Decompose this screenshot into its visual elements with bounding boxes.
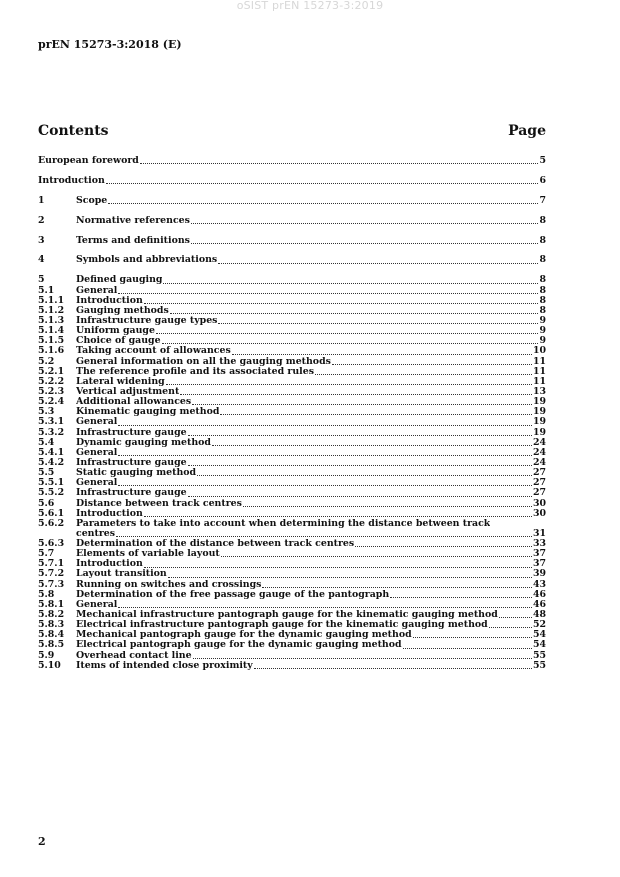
toc-entry-number: 5.1.6 — [38, 345, 65, 357]
toc-entry[interactable] — [38, 346, 546, 356]
toc-entry-page: 54 — [532, 629, 546, 641]
toc-entry-title: Vertical adjustment — [76, 386, 180, 397]
toc-entry-number: 5.2.4 — [38, 396, 65, 408]
toc-entry-title: Layout transition — [76, 569, 167, 580]
toc-entry-title: Taking account of allowances — [76, 346, 231, 357]
toc-entry-number: 5.4 — [38, 436, 55, 448]
toc-entry-page: 8 — [539, 234, 546, 246]
toc-entry-title: Electrical infrastructure pantograph gauge for the kinematic gauging method — [76, 620, 488, 631]
toc-entry[interactable] — [38, 468, 546, 478]
toc-entry-number: 5.6.2 — [38, 517, 65, 529]
toc-entry-title: Introduction — [38, 175, 105, 186]
toc-entry-number: 5.6.1 — [38, 507, 65, 519]
toc-entry-number: 1 — [38, 194, 45, 206]
toc-entry[interactable] — [38, 661, 546, 671]
toc-entry-page: 9 — [539, 314, 546, 326]
toc-entry-page: 8 — [539, 274, 546, 286]
toc-entry-title: Infrastructure gauge types — [76, 315, 218, 326]
toc-entry[interactable] — [38, 620, 546, 630]
toc-entry-title: Choice of gauge — [76, 336, 161, 347]
dot-leader — [188, 496, 532, 497]
toc-entry-continuation[interactable] — [38, 529, 546, 539]
toc-entry-page: 24 — [532, 456, 546, 468]
dot-leader — [193, 658, 532, 659]
toc-entry-page: 19 — [532, 416, 546, 428]
toc-entry-page: 27 — [532, 477, 546, 489]
toc-entry-number: 5.7.2 — [38, 568, 65, 580]
toc-entry-number: 5.8 — [38, 588, 55, 600]
toc-entry-title: Overhead contact line — [76, 650, 192, 661]
dot-leader — [220, 414, 532, 415]
toc-entry-title: Distance between track centres — [76, 498, 242, 509]
toc-entry-number: 5.6 — [38, 497, 55, 509]
toc-entry-page: 8 — [539, 294, 546, 306]
dot-leader — [118, 455, 532, 456]
toc-entry-title: Gauging methods — [76, 305, 169, 316]
toc-entry[interactable] — [38, 275, 546, 285]
toc-entry-page: 10 — [532, 345, 546, 357]
toc-entry[interactable] — [38, 640, 546, 650]
toc-entry[interactable] — [38, 458, 546, 468]
toc-entry-title: General information on all the gauging methods — [76, 356, 331, 367]
toc-entry-page: 6 — [539, 174, 546, 186]
toc-entry-page: 37 — [532, 548, 546, 560]
dot-leader — [212, 445, 532, 446]
page-number: 2 — [38, 835, 46, 848]
toc-entry-title: General — [76, 599, 118, 610]
dot-leader — [170, 313, 539, 314]
toc-entry-page: 30 — [532, 497, 546, 509]
toc-entry-title: European foreword — [38, 155, 139, 166]
toc-entry[interactable] — [38, 286, 546, 296]
toc-entry-title: Defined gauging — [76, 275, 163, 286]
dot-leader — [315, 374, 532, 375]
toc-entry-number: 5.10 — [38, 659, 61, 671]
dot-leader — [191, 223, 539, 224]
toc-entry-page: 8 — [539, 254, 546, 266]
dot-leader — [232, 354, 532, 355]
toc-entry-number: 5.7 — [38, 548, 55, 560]
toc-entry-page: 48 — [532, 609, 546, 621]
toc-entry-number: 3 — [38, 234, 45, 246]
dot-leader — [144, 303, 539, 304]
toc-entry[interactable] — [38, 357, 546, 367]
toc-entry-page: 9 — [539, 335, 546, 347]
toc-entry-page: 37 — [532, 558, 546, 570]
dot-leader — [191, 243, 539, 244]
toc-entry-number: 5.8.2 — [38, 609, 65, 621]
toc-entry-page: 30 — [532, 507, 546, 519]
toc-entry-number: 5.4.2 — [38, 456, 65, 468]
toc-entry-number: 5.1.3 — [38, 314, 65, 326]
dot-leader — [118, 425, 532, 426]
dot-leader — [197, 475, 532, 476]
toc-entry-number: 4 — [38, 254, 45, 266]
toc-entry-title: Symbols and abbreviations — [76, 255, 218, 266]
toc-entry-title: Mechanical pantograph gauge for the dynamic gauging method — [76, 630, 412, 641]
toc-entry[interactable] — [38, 519, 546, 529]
dot-leader — [156, 333, 539, 334]
toc-entry[interactable] — [38, 296, 546, 306]
dot-leader — [106, 183, 539, 184]
toc-entry[interactable] — [38, 580, 546, 590]
toc-entry[interactable] — [38, 236, 546, 246]
toc-entry-title: Introduction — [76, 559, 143, 570]
dot-leader — [118, 485, 532, 486]
toc-entry-title: Normative references — [76, 215, 190, 226]
toc-entry[interactable] — [38, 600, 546, 610]
toc-entry-title: Infrastructure gauge — [76, 488, 187, 499]
toc-entry-page: 31 — [532, 527, 546, 539]
toc-entry-number: 2 — [38, 214, 45, 226]
toc-entry-page: 11 — [532, 365, 546, 377]
toc-entry-title: Terms and definitions — [76, 235, 190, 246]
toc-entry-title: Running on switches and crossings — [76, 579, 262, 590]
dot-leader — [163, 283, 538, 284]
toc-entry[interactable] — [38, 326, 546, 336]
toc-entry-title: Dynamic gauging method — [76, 437, 211, 448]
toc-entry[interactable] — [38, 428, 546, 438]
toc-entry-number: 5.8.1 — [38, 598, 65, 610]
dot-leader — [218, 263, 538, 264]
toc-entry[interactable] — [38, 336, 546, 346]
toc-entry-page: 27 — [532, 467, 546, 479]
toc-entry-title: centres — [76, 528, 116, 539]
toc-entry[interactable] — [38, 478, 546, 488]
toc-entry-title: Static gauging method — [76, 468, 197, 479]
toc-entry[interactable] — [38, 156, 546, 166]
toc-entry-number: 5.2.3 — [38, 385, 65, 397]
dot-leader — [118, 293, 538, 294]
toc-entry-title: General — [76, 417, 118, 428]
toc-entry[interactable] — [38, 559, 546, 569]
toc-entry-title: General — [76, 478, 118, 489]
toc-entry-title: Introduction — [76, 295, 143, 306]
dot-leader — [144, 567, 532, 568]
toc-entry-title: General — [76, 285, 118, 296]
toc-entry-page: 5 — [539, 154, 546, 166]
toc-entry-page: 13 — [532, 385, 546, 397]
dot-leader — [188, 435, 532, 436]
toc-entry[interactable] — [38, 196, 546, 206]
toc-entry-page: 19 — [532, 396, 546, 408]
contents-heading: Contents — [38, 123, 109, 139]
dot-leader — [254, 668, 532, 669]
dot-leader — [166, 384, 532, 385]
toc-entry[interactable] — [38, 438, 546, 448]
toc-entry-page: 27 — [532, 487, 546, 499]
dot-leader — [262, 587, 532, 588]
toc-entry-title: Items of intended close proximity — [76, 660, 253, 671]
dot-leader — [116, 536, 532, 537]
dot-leader — [144, 516, 532, 517]
toc-entry-number: 5.1.5 — [38, 335, 65, 347]
toc-entry-number: 5.6.3 — [38, 538, 65, 550]
toc-entry-number: 5.2.1 — [38, 365, 65, 377]
toc-entry-page: 33 — [532, 538, 546, 550]
toc-entry-number: 5.3.2 — [38, 426, 65, 438]
toc-entry-page: 8 — [539, 284, 546, 296]
toc-entry-number: 5.5 — [38, 467, 55, 479]
dot-leader — [499, 617, 532, 618]
toc-entry-page: 24 — [532, 446, 546, 458]
dot-leader — [108, 203, 538, 204]
toc-entry-number: 5.1.2 — [38, 304, 65, 316]
dot-leader — [118, 607, 532, 608]
toc-entry[interactable] — [38, 488, 546, 498]
toc-entry[interactable] — [38, 499, 546, 509]
toc-entry-number: 5.2 — [38, 355, 55, 367]
dot-leader — [140, 163, 539, 164]
toc-entry[interactable] — [38, 509, 546, 519]
toc-entry-title: Mechanical infrastructure pantograph gauge for the kinematic gauging method — [76, 610, 498, 621]
toc-entry-page: 8 — [539, 214, 546, 226]
toc-entry-title: Kinematic gauging method — [76, 407, 220, 418]
dot-leader — [180, 394, 532, 395]
toc-entry-title: Uniform gauge — [76, 326, 155, 337]
toc-entry-title: Electrical pantograph gauge for the dynamic gauging method — [76, 640, 402, 651]
document-reference: prEN 15273-3:2018 (E) — [38, 38, 182, 51]
toc-entry-page: 54 — [532, 639, 546, 651]
toc-entry-title: The reference profile and its associated rules — [76, 366, 314, 377]
dot-leader — [355, 546, 532, 547]
toc-entry-title: Lateral widening — [76, 376, 165, 387]
toc-entry-title: General — [76, 447, 118, 458]
toc-entry-page: 24 — [532, 436, 546, 448]
toc-entry-number: 5.1.4 — [38, 325, 65, 337]
toc-entry-number: 5.2.2 — [38, 375, 65, 387]
toc-entry-number: 5.1.1 — [38, 294, 65, 306]
toc-entry-number: 5 — [38, 274, 45, 286]
toc-entry-title: Elements of variable layout — [76, 549, 220, 560]
toc-entry[interactable] — [38, 216, 546, 226]
toc-entry-number: 5.9 — [38, 649, 55, 661]
watermark: oSIST prEN 15273-3:2019 — [236, 0, 384, 12]
toc-entry-number: 5.8.5 — [38, 639, 65, 651]
dot-leader — [332, 364, 532, 365]
toc-entry-title: Parameters to take into account when determining the distance between track — [76, 518, 491, 529]
toc-entry-number: 5.1 — [38, 284, 55, 296]
toc-entry-page: 55 — [532, 649, 546, 661]
dot-leader — [188, 465, 532, 466]
dot-leader — [489, 627, 532, 628]
toc-entry[interactable] — [38, 367, 546, 377]
dot-leader — [192, 404, 532, 405]
toc-entry-title: Determination of the distance between track centres — [76, 539, 355, 550]
dot-leader — [221, 556, 532, 557]
toc-entry-number: 5.5.2 — [38, 487, 65, 499]
toc-entry-number: 5.8.4 — [38, 629, 65, 641]
toc-entry-title: Determination of the free passage gauge of the pantograph — [76, 589, 390, 600]
toc-entry-page: 11 — [532, 355, 546, 367]
toc-entry-page: 46 — [532, 598, 546, 610]
dot-leader — [162, 343, 539, 344]
toc-entry[interactable] — [38, 397, 546, 407]
dot-leader — [403, 648, 532, 649]
dot-leader — [243, 506, 532, 507]
dot-leader — [413, 637, 532, 638]
toc-entry-page: 7 — [539, 194, 546, 206]
toc-entry-title: Infrastructure gauge — [76, 457, 187, 468]
toc-entry-title: Scope — [76, 195, 108, 206]
toc-entry[interactable] — [38, 448, 546, 458]
toc-entry-number: 5.3 — [38, 406, 55, 418]
toc-entry-page: 9 — [539, 325, 546, 337]
toc-entry-page: 11 — [532, 375, 546, 387]
toc-entry[interactable] — [38, 407, 546, 417]
toc-entry-page: 46 — [532, 588, 546, 600]
toc-entry-page: 39 — [532, 568, 546, 580]
toc-entry-number: 5.5.1 — [38, 477, 65, 489]
toc-entry-page: 19 — [532, 426, 546, 438]
toc-entry-page: 55 — [532, 659, 546, 671]
table-of-contents — [38, 156, 546, 671]
toc-entry-page: 43 — [532, 578, 546, 590]
toc-entry[interactable] — [38, 630, 546, 640]
toc-entry-page: 19 — [532, 406, 546, 418]
toc-entry[interactable] — [38, 377, 546, 387]
toc-entry[interactable] — [38, 417, 546, 427]
toc-entry-page: 52 — [532, 619, 546, 631]
toc-entry[interactable] — [38, 387, 546, 397]
toc-entry-number: 5.3.1 — [38, 416, 65, 428]
page-column-heading: Page — [508, 123, 546, 139]
toc-entry[interactable] — [38, 539, 546, 549]
toc-entry[interactable] — [38, 549, 546, 559]
toc-entry[interactable] — [38, 176, 546, 186]
toc-entry-number: 5.7.1 — [38, 558, 65, 570]
dot-leader — [168, 577, 532, 578]
dot-leader — [390, 597, 532, 598]
toc-entry-number: 5.8.3 — [38, 619, 65, 631]
toc-entry-title: Additional allowances — [76, 397, 192, 408]
toc-entry[interactable] — [38, 590, 546, 600]
toc-entry-title: Infrastructure gauge — [76, 427, 187, 438]
toc-entry[interactable] — [38, 610, 546, 620]
toc-entry[interactable] — [38, 316, 546, 326]
toc-entry[interactable] — [38, 306, 546, 316]
toc-entry-page: 8 — [539, 304, 546, 316]
toc-entry-number: 5.4.1 — [38, 446, 65, 458]
toc-entry[interactable] — [38, 570, 546, 580]
toc-entry-number: 5.7.3 — [38, 578, 65, 590]
toc-entry[interactable] — [38, 651, 546, 661]
toc-entry-title: Introduction — [76, 508, 143, 519]
dot-leader — [218, 323, 538, 324]
toc-entry[interactable] — [38, 255, 546, 265]
